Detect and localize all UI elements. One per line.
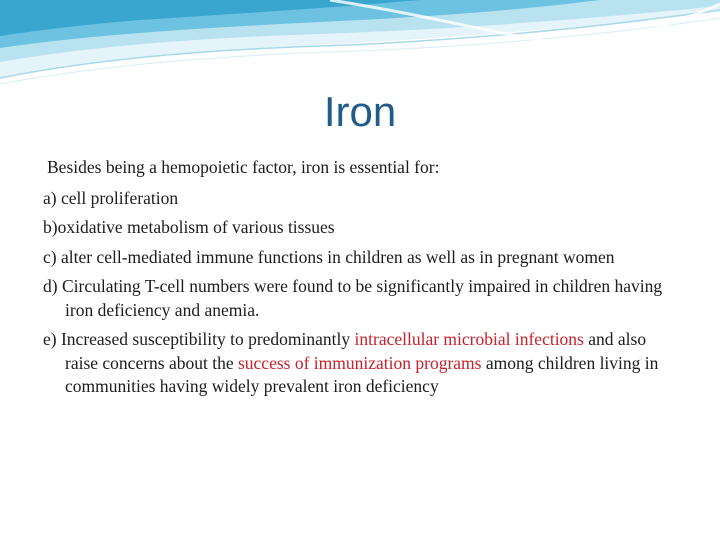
header-wave-decoration xyxy=(0,0,720,90)
item-e-text-1: e) Increased susceptibility to predominantly xyxy=(43,329,355,349)
item-e-text-3: among children living in communities having widely prevalent iron deficiency xyxy=(65,352,659,396)
item-e-text-2: and also raise concerns about the xyxy=(65,329,647,373)
list-item-d: d) Circulating T-cell numbers were found to be significantly impaired in children having iron deficiency and anemia. xyxy=(43,276,663,320)
item-e-highlight-infections: intracellular microbial infections xyxy=(354,329,584,349)
list-item-e xyxy=(43,328,683,399)
item-e-highlight-immunization: success of immunization programs xyxy=(237,352,482,373)
slide-body xyxy=(43,156,683,405)
list-item-a: a) cell proliferation xyxy=(43,187,179,208)
list-item-b: b)oxidative metabolism of various tissues xyxy=(43,217,335,237)
intro-line xyxy=(43,156,683,181)
intro-text: Besides being a hemopoietic factor, iron is essential for: xyxy=(47,157,440,177)
slide-title: Iron xyxy=(323,88,397,135)
list-item-c: c) alter cell-mediated immune functions in children as well as in pregnant women xyxy=(43,246,615,267)
